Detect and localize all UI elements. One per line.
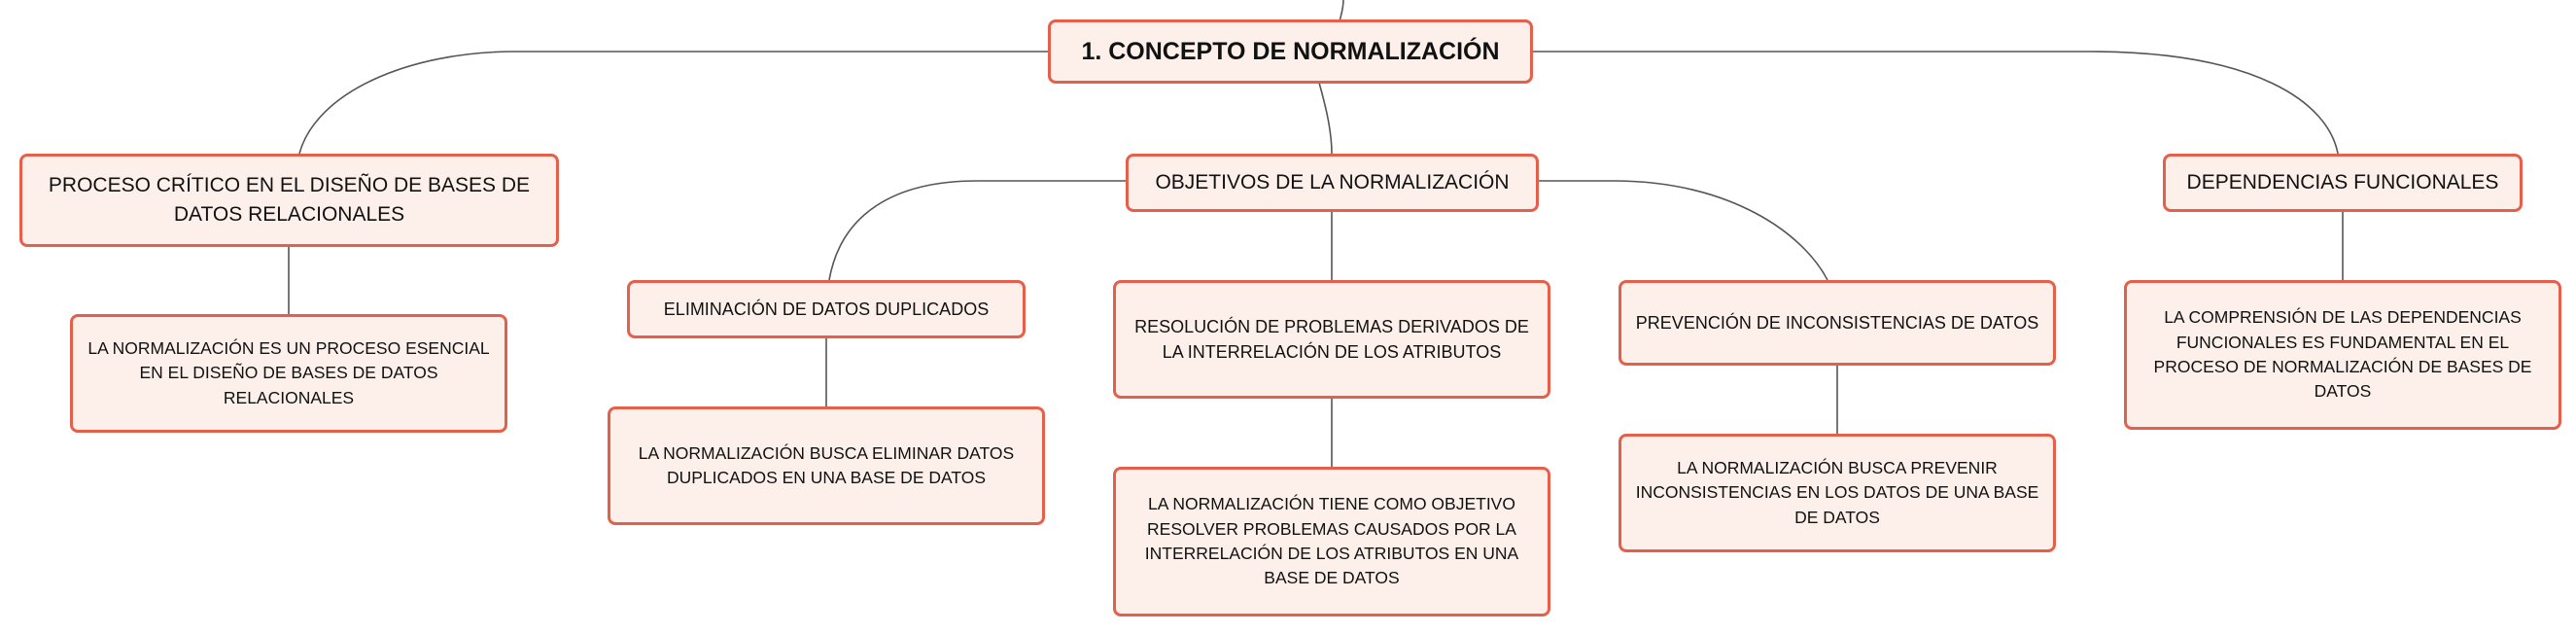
topic-prevencion-inconsistencias[interactable]: PREVENCIÓN DE INCONSISTENCIAS DE DATOS (1619, 280, 2056, 366)
connector-root-proceso (299, 52, 1048, 154)
topic-eliminacion-duplicados[interactable]: ELIMINACIÓN DE DATOS DUPLICADOS (627, 280, 1026, 338)
topic-proceso-critico[interactable]: PROCESO CRÍTICO EN EL DISEÑO DE BASES DE DATOS RELACIONALES (19, 154, 559, 247)
topic-objetivos[interactable]: OBJETIVOS DE LA NORMALIZACIÓN (1126, 154, 1539, 212)
topic-dependencias-funcionales[interactable]: DEPENDENCIAS FUNCIONALES (2163, 154, 2523, 212)
detail-eliminacion-duplicados[interactable]: LA NORMALIZACIÓN BUSCA ELIMINAR DATOS DUPLICADOS EN UNA BASE DE DATOS (608, 406, 1045, 525)
connector-root-dependencias (1533, 52, 2338, 154)
connector-objetivos-eliminacion (829, 181, 1126, 280)
detail-resolucion-problemas[interactable]: LA NORMALIZACIÓN TIENE COMO OBJETIVO RESOLVER PROBLEMAS CAUSADOS POR LA INTERRELACIÓN DE LOS ATRIBUTOS EN UNA BASE DE DATOS (1113, 467, 1550, 616)
connector-objetivos-prevencion (1539, 181, 1828, 280)
root-topic[interactable]: 1. CONCEPTO DE NORMALIZACIÓN (1048, 19, 1533, 84)
detail-prevencion-inconsistencias[interactable]: LA NORMALIZACIÓN BUSCA PREVENIR INCONSISTENCIAS EN LOS DATOS DE UNA BASE DE DATOS (1619, 434, 2056, 552)
topic-resolucion-problemas[interactable]: RESOLUCIÓN DE PROBLEMAS DERIVADOS DE LA INTERRELACIÓN DE LOS ATRIBUTOS (1113, 280, 1550, 399)
detail-dependencias-funcionales[interactable]: LA COMPRENSIÓN DE LAS DEPENDENCIAS FUNCIONALES ES FUNDAMENTAL EN EL PROCESO DE NORMALIZACIÓN DE BASES DE DATOS (2124, 280, 2561, 430)
connector-parent-root (1340, 0, 1343, 21)
connector-root-objetivos (1319, 83, 1332, 154)
detail-proceso-critico[interactable]: LA NORMALIZACIÓN ES UN PROCESO ESENCIAL EN EL DISEÑO DE BASES DE DATOS RELACIONALES (70, 314, 507, 433)
